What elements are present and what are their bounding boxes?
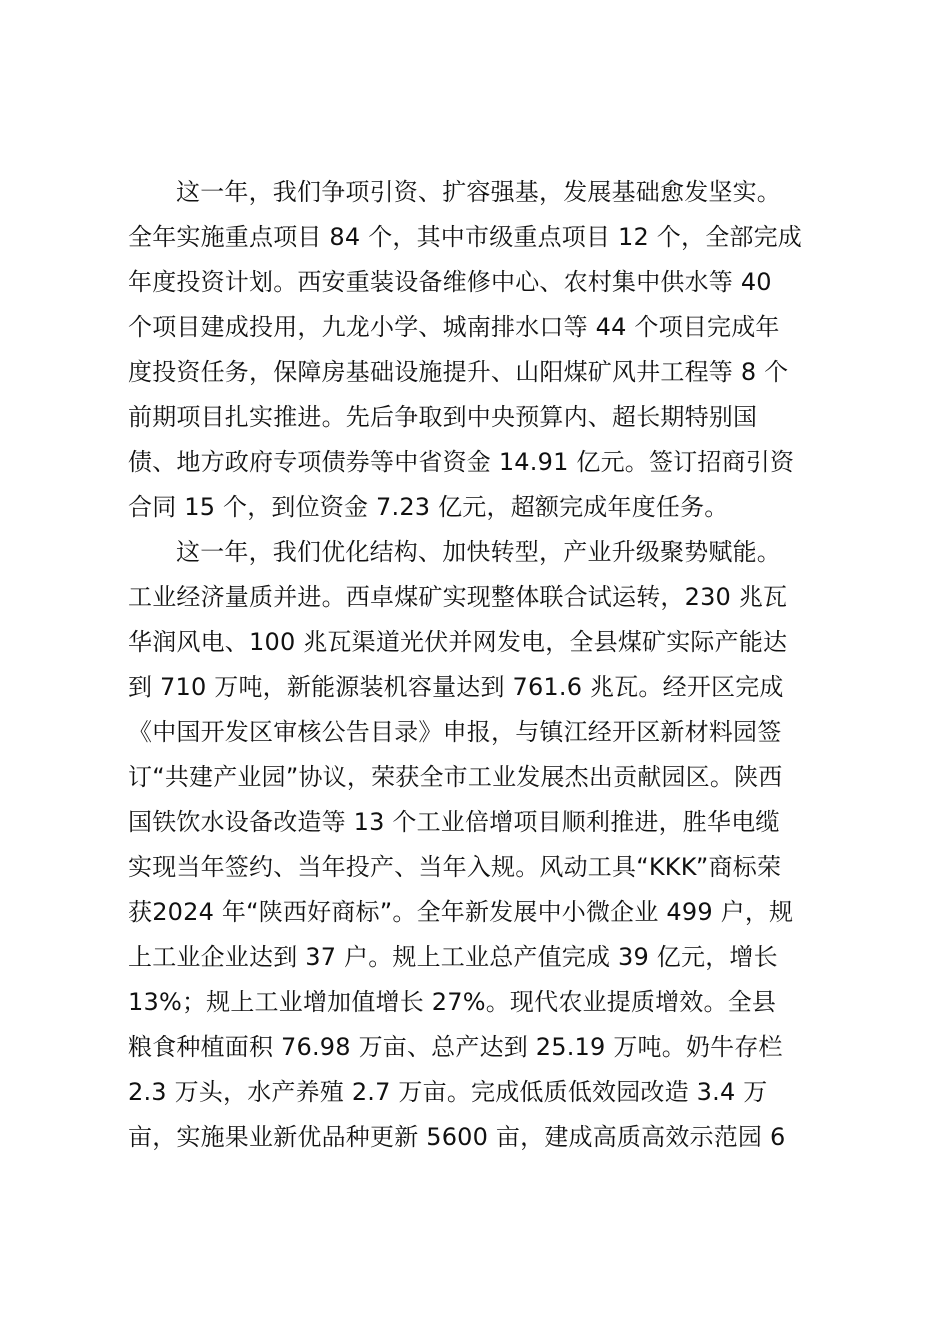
paragraph-2-line-8: 实现当年签约、当年投产、当年入规。风动工具“KKK”商标荣 bbox=[128, 853, 782, 881]
paragraph-1-line-4: 个项目建成投用，九龙小学、城南排水口等 44 个项目完成年 bbox=[128, 313, 780, 341]
paragraph-2-line-6: 订“共建产业园”协议，荣获全市工业发展杰出贡献园区。陕西 bbox=[128, 763, 783, 791]
paragraph-1-line-6: 前期项目扎实推进。先后争取到中央预算内、超长期特别国 bbox=[128, 403, 758, 431]
paragraph-2-line-2: 工业经济量质并进。西卓煤矿实现整体联合试运转，230 兆瓦 bbox=[128, 583, 788, 611]
paragraph-1-line-5: 度投资任务，保障房基础设施提升、山阳煤矿风井工程等 8 个 bbox=[128, 358, 789, 386]
paragraph-2-line-1: 这一年，我们优化结构、加快转型，产业升级聚势赋能。 bbox=[176, 538, 781, 566]
paragraph-2-line-10: 上工业企业达到 37 户。规上工业总产值完成 39 亿元，增长 bbox=[128, 943, 778, 971]
paragraph-2-line-13: 2.3 万头，水产养殖 2.7 万亩。完成低质低效园改造 3.4 万 bbox=[128, 1078, 768, 1106]
paragraph-2-line-9: 获2024 年“陕西好商标”。全年新发展中小微企业 499 户，规 bbox=[128, 898, 794, 926]
paragraph-2-line-7: 国铁饮水设备改造等 13 个工业倍增项目顺利推进，胜华电缆 bbox=[128, 808, 780, 836]
paragraph-2-line-3: 华润风电、100 兆瓦渠道光伏并网发电，全县煤矿实际产能达 bbox=[128, 628, 788, 656]
paragraph-2-line-4: 到 710 万吨，新能源装机容量达到 761.6 兆瓦。经开区完成 bbox=[128, 673, 784, 701]
paragraph-2-line-12: 粮食种植面积 76.98 万亩、总产达到 25.19 万吨。奶牛存栏 bbox=[128, 1033, 783, 1061]
paragraph-2-line-14: 亩，实施果业新优品种更新 5600 亩，建成高质高效示范园 6 bbox=[128, 1123, 786, 1151]
paragraph-1-line-3: 年度投资计划。西安重装设备维修中心、农村集中供水等 40 bbox=[128, 268, 772, 296]
paragraph-1-line-1: 这一年，我们争项引资、扩容强基，发展基础愈发坚实。 bbox=[176, 178, 781, 206]
paragraph-2-line-5: 《中国开发区审核公告目录》申报，与镇江经开区新材料园签 bbox=[128, 718, 782, 746]
paragraph-1-line-7: 债、地方政府专项债券等中省资金 14.91 亿元。签订招商引资 bbox=[128, 448, 795, 476]
paragraph-1-line-8: 合同 15 个，到位资金 7.23 亿元，超额完成年度任务。 bbox=[128, 493, 729, 521]
paragraph-2-line-11: 13%；规上工业增加值增长 27%。现代农业提质增效。全县 bbox=[128, 988, 777, 1016]
paragraph-1-line-2: 全年实施重点项目 84 个，其中市级重点项目 12 个，全部完成 bbox=[128, 223, 802, 251]
